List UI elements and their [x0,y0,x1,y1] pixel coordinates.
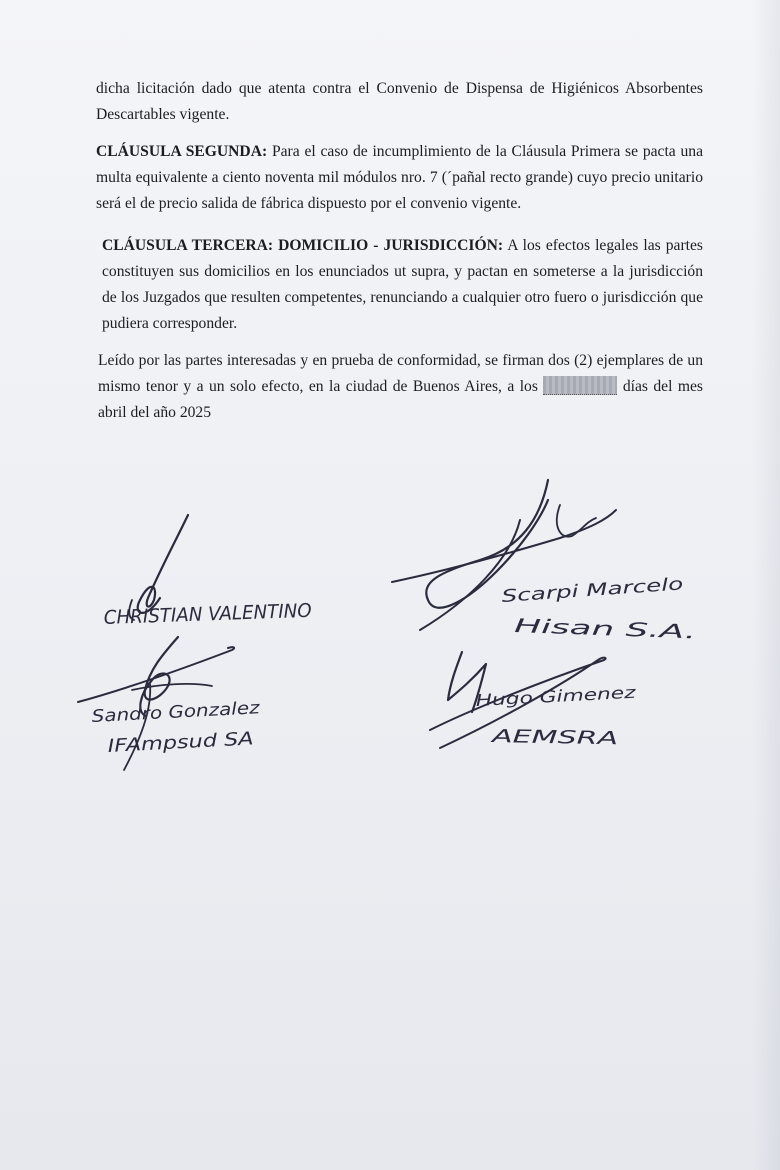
signature-stroke [140,637,178,716]
signature-stroke [392,510,616,582]
closing-paragraph [96,348,703,426]
signature-company-text: IFAmpsud SA [107,729,226,757]
signature-stroke [426,480,548,608]
clause-heading: CLÁUSULA SEGUNDA: [96,143,268,160]
signature-stroke [132,684,212,690]
signature-name-text: Sandro Gonzalez [91,699,236,727]
signature-company-text: AEMSRA [491,726,568,749]
signature-stroke [124,684,150,770]
clause-tercera [96,233,703,337]
closing-text: Leído por las partes interesadas y en prueba de conformidad, se firman dos (2) ejemplares de un mismo tenor y a un solo efecto, en la ciudad de Buenos Aires, a los [98,352,703,395]
contract-text [96,76,703,426]
signature-stroke [138,515,188,613]
closing-date-text: días del mes abril del año 2025 [98,378,703,421]
redacted-day-field [543,376,617,395]
clause-text: A los efectos legales las partes constituyen sus domicilios en los enunciados ut supra, y pactan en someterse a la jurisdicción de los Juzgados que resulten competentes, renunciando a cualquier otro fuero o jurisdicción que pudiera corresponder. [102,237,703,332]
signature-right-bottom [430,652,637,749]
signature-left-top [103,515,321,629]
page-shadow [752,0,780,1170]
paragraph-text: dicha licitación dado que atenta contra el Convenio de Dispensa de Higiénicos Absorbentes Descartables vigente. [96,80,703,123]
signature-right-top [392,480,696,643]
clause-text: Para el caso de incumplimiento de la Cláusula Primera se pacta una multa equivalente a ciento noventa mil módulos nro. 7 (´pañal recto grande) cuyo precio unitario será el de precio salida de fábrica dispuesto por el convenio vigente. [96,143,704,212]
signature-company-text: Hisan S.A. [513,615,612,641]
signature-stroke [78,647,234,702]
signature-stroke [129,600,134,620]
signature-left-bottom [78,637,261,770]
signature-name-text: CHRISTIAN VALENTINO [103,599,321,629]
signature-name-text: Hugo Gimenez [475,684,594,710]
signature-name-text: Scarpi Marcelo [500,578,628,607]
signature-stroke [420,520,520,630]
clause-segunda [96,139,703,217]
signature-stroke [430,658,606,748]
signature-stroke [557,505,596,537]
paragraph-licitacion [96,76,703,128]
signature-stroke [448,652,486,712]
clause-heading: CLÁUSULA TERCERA: DOMICILIO - JURISDICCIÓN: [102,237,504,254]
